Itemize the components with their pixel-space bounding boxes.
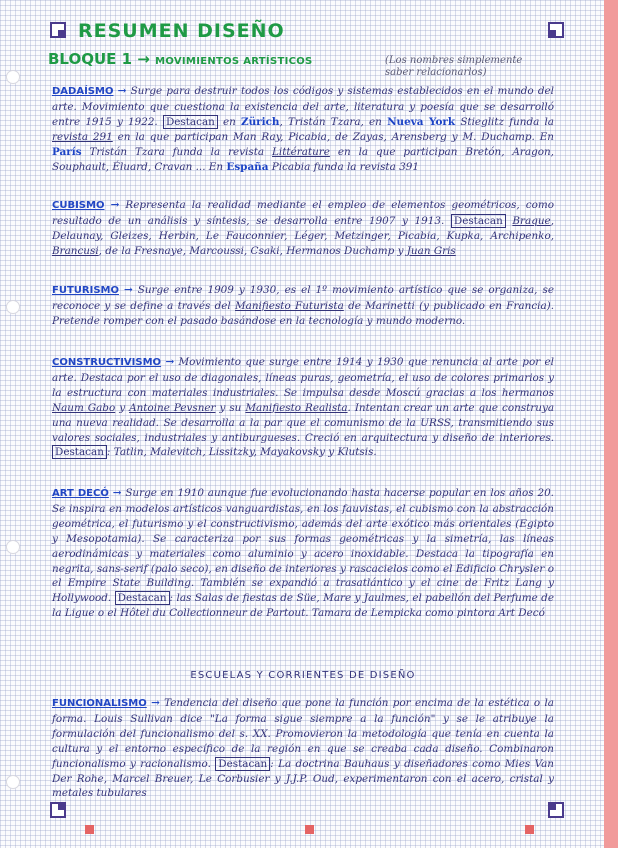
- destacan-box: Destacan: [215, 757, 270, 771]
- destacan-box: Destacan: [163, 115, 218, 129]
- section-futurismo: [52, 283, 554, 329]
- body-text: Surge para destruir todos los códigos y sistemas establecidos en el mundo del arte. Movimiento que cuestiona la existencia del arte, literatura y poesía que se desarrolló entre 1915 y 1922.: [52, 85, 554, 128]
- underlined-text: revista 291: [52, 130, 113, 143]
- body-text: Representa la realidad mediante el empleo de elementos geométricos, como resultado de un análisis y síntesis, se desarrolla entre 1907 y 1913.: [52, 199, 554, 227]
- body-text: en la que participan Man Ray, Picabia, de Zayas, Arensberg y M. Duchamp. En: [117, 130, 554, 143]
- destacan-box: Destacan: [451, 214, 506, 228]
- destacan-box: Destacan: [115, 591, 170, 605]
- body-text: : Tatlin, Malevitch, Lissitzky, Mayakovsky y Klutsis.: [106, 446, 377, 459]
- body-text: . Intentan crear un arte que construya una nueva realidad. Se desarrolla a la par que el comunismo de la URSS, transmitiendo sus valores sociales, industriales y antiburgueses. Creció en arquitectura y diseño de interiores.: [52, 401, 555, 444]
- section-art-deco: [52, 486, 554, 621]
- block-title: [48, 50, 313, 68]
- underlined-text: Braque: [512, 214, 551, 227]
- page-title: RESUMEN DISEÑO: [78, 20, 285, 42]
- block-label: BLOQUE 1: [48, 50, 133, 68]
- term-futurismo: FUTURISMO: [52, 285, 119, 296]
- body-text: Tristán Tzara funda la revista: [89, 145, 265, 158]
- arrow-icon: →: [151, 697, 160, 709]
- body-text: Stieglitz funda la: [460, 115, 554, 128]
- body-text: Surge en 1910 aunque fue evolucionando hasta hacerse popular en los años 20. Se inspira en modelos artísticos vanguardistas, en los fauvistas, el cubismo con la abstracción geométrica, el futurismo y el constructivismo, además del arte exótico más orientales (Egipto y Mesopotamia). Se caracteriza por sus formas geométricas y la simetría, las líneas aerodinámicas y materiales como aluminio y acero inoxidable. Destaca la tipografía en negrita, sans-serif (palo seco), en diseño de interiores y rascacielos como el Edificio Chrysler o el Empire State Building. También se expandió a trasatlántico y el cine de Fritz Lang y Hollywood.: [52, 487, 554, 605]
- term-dadaismo: DADAÍSMO: [52, 86, 114, 97]
- underlined-text: Naum Gabo: [52, 401, 116, 414]
- side-note: (Los nombres simplemente saber relacionarlos): [385, 55, 523, 78]
- arrow-icon: →: [112, 487, 122, 499]
- underlined-text: Manifiesto Futurista: [235, 299, 344, 312]
- binder-hole: [6, 775, 20, 789]
- body-text: en la que participan Bretón, Aragon, Souphault, Éluard, Cravan ... En: [52, 145, 554, 173]
- highlight-place: Nueva York: [387, 115, 456, 128]
- body-text: en: [223, 115, 236, 128]
- margin-strip: [604, 0, 618, 848]
- term-art-deco: ART DECÓ: [52, 488, 109, 499]
- binder-hole: [6, 70, 20, 84]
- body-text: y su: [219, 401, 242, 414]
- section-cubismo: [52, 198, 554, 259]
- block-subtitle: MOVIMIENTOS ARTÍSTICOS: [155, 56, 313, 67]
- body-text: Movimiento que surge entre 1914 y 1930 que renuncia al arte por el arte. Destaca por el uso de diagonales, líneas puras, geometría, el uso de colores primarios y la estructura con materiales industriales. Se impulsa desde Moscú gracias a los hermanos: [52, 356, 554, 399]
- section-dadaismo: [52, 84, 554, 174]
- highlight-place: Zürich: [241, 115, 280, 128]
- reference-square: [85, 825, 94, 834]
- arrow-icon: →: [137, 50, 150, 68]
- body-text: Tendencia del diseño que pone la función por encima de la estética o la forma. Louis Sullivan dice "La forma sigue siempre a la función" y se le atribuye la formulación del funcionalismo del s. XX. Promovieron la metodología que tenía en cuenta la cultura y el entorno específico de la región en que se creaba cada diseño. Combinaron funcionalismo y racionalismo.: [52, 697, 554, 770]
- term-cubismo: CUBISMO: [52, 200, 105, 211]
- body-text: y: [119, 401, 126, 414]
- section-constructivismo: [52, 355, 554, 460]
- arrow-icon: →: [123, 284, 133, 296]
- underlined-text: Manifiesto Realista: [245, 401, 348, 414]
- body-text: : La doctrina Bauhaus y diseñadores como Mies Van Der Rohe, Marcel Breuer, Le Corbusier y J.J.P. Oud, experimentaron con el acero, cristal y metales tubulares: [52, 757, 554, 800]
- highlight-place: París: [52, 145, 82, 158]
- corner-mark-icon: [50, 802, 66, 818]
- corner-mark-icon: [548, 22, 564, 38]
- corner-mark-icon: [50, 22, 66, 38]
- body-text: : las Salas de fiestas de Süe, Mare y Jaulmes, el pabellón del Perfume de la Ligue o el Hôtel du Collectionneur de Partout. Tamara de Lempicka como pintora Art Decó: [52, 592, 554, 620]
- body-text: Picabia funda la revista 391: [271, 160, 419, 173]
- term-funcionalismo: FUNCIONALISMO: [52, 698, 147, 709]
- underlined-text: Littérature: [272, 145, 330, 158]
- section-funcionalismo: [52, 696, 554, 801]
- arrow-icon: →: [110, 199, 120, 211]
- body-text: , Tristán Tzara, en: [279, 115, 382, 128]
- underlined-text: Juan Gris: [406, 244, 456, 257]
- body-text: Surge entre 1909 y 1930, es el 1º movimiento artístico que se organiza, se reconoce y se define a través del: [52, 284, 554, 312]
- destacan-box: Destacan: [52, 445, 107, 459]
- highlight-place: España: [226, 160, 269, 173]
- binder-hole: [6, 540, 20, 554]
- body-text: , de la Fresnaye, Marcoussi, Csaki, Hermanos Duchamp y: [98, 244, 404, 257]
- reference-square: [525, 825, 534, 834]
- body-text: , Delaunay, Gleizes, Herbin, Le Fauconnier, Léger, Metzinger, Picabia, Kupka, Archipenko,: [52, 214, 554, 242]
- term-constructivismo: CONSTRUCTIVISMO: [52, 357, 162, 368]
- underlined-text: Brancusi: [52, 244, 99, 257]
- underlined-text: Antoine Pevsner: [129, 401, 216, 414]
- arrow-icon: →: [117, 85, 127, 97]
- reference-square: [305, 825, 314, 834]
- corner-mark-icon: [548, 802, 564, 818]
- body-text: de Marinetti (y publicado en Francia). Pretende romper con el pasado basándose en la tecnología y mundo moderno.: [52, 299, 555, 327]
- arrow-icon: →: [165, 356, 175, 368]
- binder-hole: [6, 300, 20, 314]
- section-heading-escuelas: ESCUELAS Y CORRIENTES DE DISEÑO: [190, 670, 416, 681]
